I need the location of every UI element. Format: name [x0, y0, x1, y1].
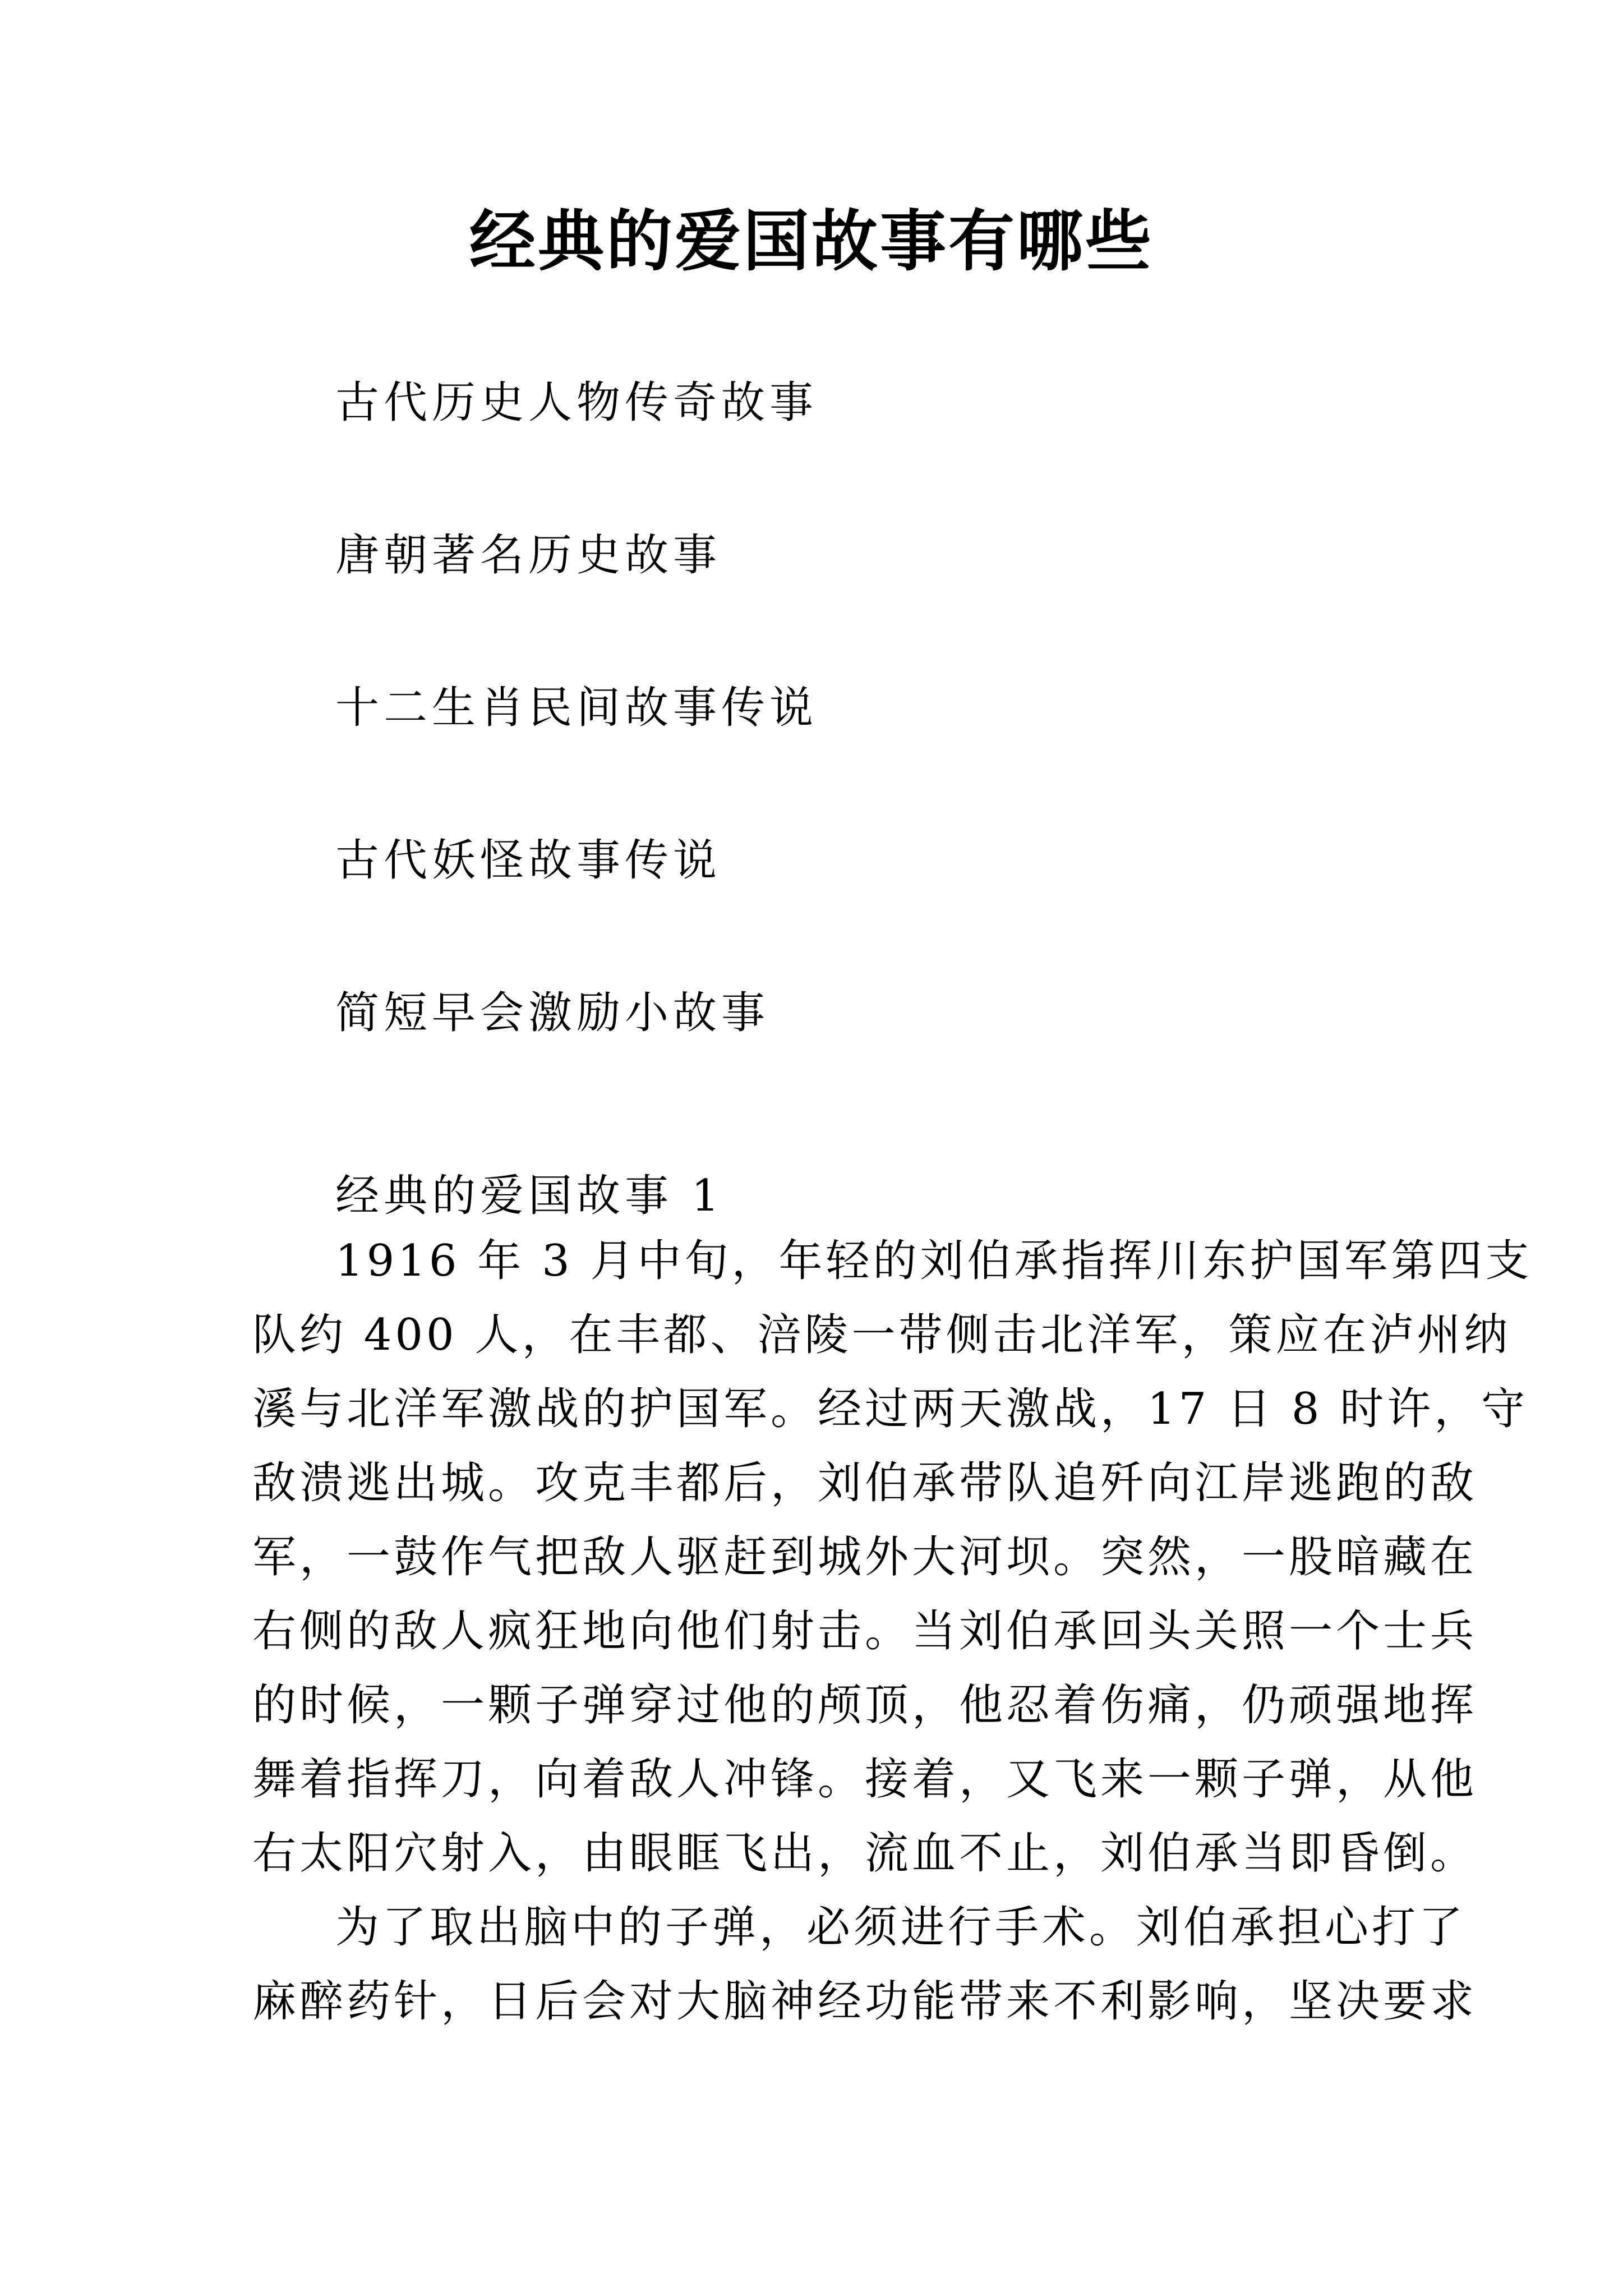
paragraph-line: 1916 年 3 月中旬，年轻的刘伯承指挥川东护国军第四支 [335, 1236, 1533, 1286]
paragraph-line: 为了取出脑中的子弹，必须进行手术。刘伯承担心打了 [335, 1902, 1467, 1953]
article-body [252, 1224, 1533, 2039]
paragraph-line: 的时候，一颗子弹穿过他的颅顶，他忍着伤痛，仍顽强地挥 [252, 1680, 1478, 1731]
paragraph-line: 溪与北洋军激战的护国军。经过两天激战，17 日 8 时许，守 [252, 1384, 1529, 1434]
paragraph-line: 敌溃逃出城。攻克丰都后，刘伯承带队追歼向江岸逃跑的敌 [252, 1458, 1478, 1508]
toc-item: 简短早会激励小故事 [335, 988, 770, 1038]
paragraph-line: 舞着指挥刀，向着敌人冲锋。接着，又飞来一颗子弹，从他 [252, 1754, 1478, 1805]
paragraph-line: 军，一鼓作气把敌人驱赶到城外大河坝。突然，一股暗藏在 [252, 1532, 1478, 1582]
paragraph-line: 右太阳穴射入，由眼眶飞出，流血不止，刘伯承当即昏倒。 [252, 1828, 1478, 1879]
related-links-list [335, 375, 1457, 1138]
section-heading: 经典的爱国故事 1 [335, 1171, 724, 1221]
toc-item: 十二生肖民间故事传说 [335, 683, 818, 733]
toc-item: 唐朝著名历史故事 [335, 530, 722, 581]
paragraph-line: 麻醉药针，日后会对大脑神经功能带来不利影响，坚决要求 [252, 1976, 1478, 2027]
paragraph [252, 1890, 1478, 2039]
paragraph [252, 1224, 1533, 1890]
document-title: 经典的爱国故事有哪些 [469, 202, 1154, 280]
paragraph-line: 队约 400 人，在丰都、涪陵一带侧击北洋军，策应在泸州纳 [252, 1310, 1511, 1360]
toc-item: 古代妖怪故事传说 [335, 835, 722, 886]
paragraph-line: 右侧的敌人疯狂地向他们射击。当刘伯承回头关照一个士兵 [252, 1606, 1478, 1657]
toc-item: 古代历史人物传奇故事 [335, 378, 818, 428]
